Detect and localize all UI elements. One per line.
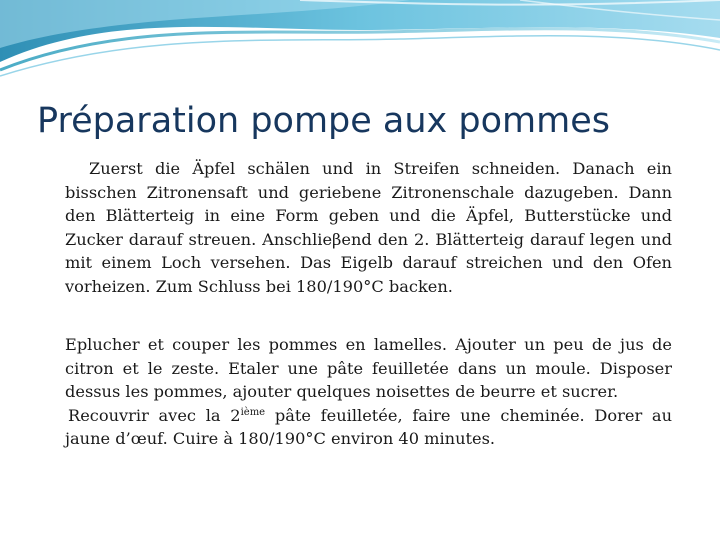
german-text: Zuerst die Äpfel schälen und in Streifen schneiden. Danach ein bisschen Zitronensaft und geriebene Zitronenschale dazugeben. Dann den Blätterteig in eine Form geben und die Äpfel, Butterstücke und Zucker darauf streuen. Anschlieβend den 2. Blätterteig darauf legen und mit einem Loch versehen. Das Eigelb darauf streichen und den Ofen vorheizen. Zum Schluss bei 180/190°C backen. [65, 159, 672, 296]
slide-title: Préparation pompe aux pommes [37, 101, 610, 141]
german-paragraph [65, 157, 672, 298]
french-text-2: Recouvrir avec la 2 [68, 405, 241, 425]
french-text-3: pâte feuilletée, faire une cheminée. Dorer au jaune d’œuf. Cuire à 180/190°C environ 40 minutes. [65, 405, 672, 448]
wave-banner [0, 0, 720, 80]
wave-line-1 [0, 29, 720, 70]
french-paragraph [65, 333, 672, 451]
superscript-ieme: ième [240, 406, 266, 418]
french-text-1: Eplucher et couper les pommes en lamelles. Ajouter un peu de jus de citron et le zeste. Etaler une pâte feuilletée dans un moule. Disposer dessus les pommes, ajouter quelques noisettes de beurre et sucrer. [65, 335, 672, 401]
